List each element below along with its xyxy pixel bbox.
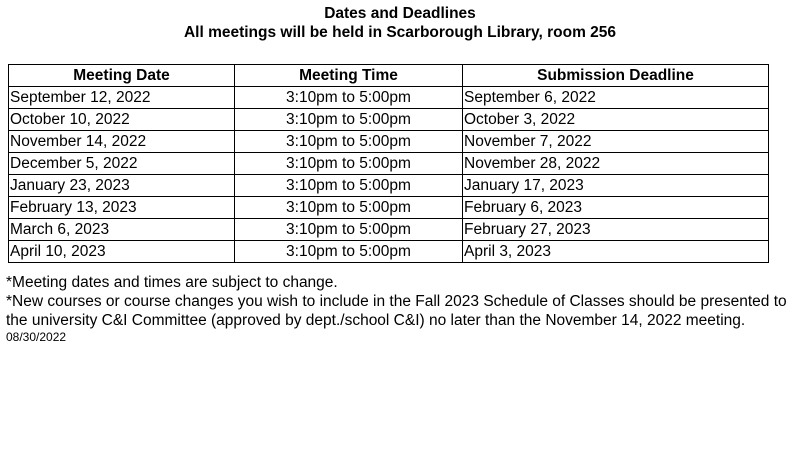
meeting-date-cell: January 23, 2023 [9,175,235,197]
column-header-meeting-time: Meeting Time [235,65,463,87]
revision-date: 08/30/2022 [6,330,67,344]
submission-deadline-cell: November 7, 2022 [463,131,769,153]
submission-deadline-cell: November 28, 2022 [463,153,769,175]
meeting-time-cell: 3:10pm to 5:00pm [235,241,463,263]
column-header-meeting-date: Meeting Date [9,65,235,87]
column-header-submission-deadline: Submission Deadline [463,65,769,87]
note-schedule-change: *Meeting dates and times are subject to change. [6,274,338,291]
submission-deadline-cell: September 6, 2022 [463,87,769,109]
submission-deadline-cell: October 3, 2022 [463,109,769,131]
submission-deadline-cell: February 27, 2023 [463,219,769,241]
note-course-submission: *New courses or course changes you wish to include in the Fall 2023 Schedule of Classes should be presented to the university C&I Committee (approved by dept./school C&I) no later than the November 14, 2022 meeting. [6,293,787,329]
meeting-time-cell: 3:10pm to 5:00pm [235,109,463,131]
meeting-date-cell: March 6, 2023 [9,219,235,241]
table-row [9,219,769,241]
page-subtitle: All meetings will be held in Scarborough Library, room 256 [183,24,617,41]
meeting-time-cell: 3:10pm to 5:00pm [235,131,463,153]
table-row [9,131,769,153]
table-row [9,153,769,175]
submission-deadline-cell: January 17, 2023 [463,175,769,197]
footnotes [6,273,792,344]
table-row [9,109,769,131]
submission-deadline-cell: April 3, 2023 [463,241,769,263]
meeting-date-cell: October 10, 2022 [9,109,235,131]
page-title: Dates and Deadlines [324,5,476,22]
meeting-time-cell: 3:10pm to 5:00pm [235,197,463,219]
meeting-date-cell: February 13, 2023 [9,197,235,219]
meeting-date-cell: December 5, 2022 [9,153,235,175]
table-header-row [9,65,769,87]
meeting-schedule-table [8,64,769,263]
table-row [9,197,769,219]
meeting-date-cell: November 14, 2022 [9,131,235,153]
meeting-time-cell: 3:10pm to 5:00pm [235,175,463,197]
document-header [0,4,800,42]
table-row [9,241,769,263]
meeting-date-cell: September 12, 2022 [9,87,235,109]
meeting-time-cell: 3:10pm to 5:00pm [235,219,463,241]
meeting-date-cell: April 10, 2023 [9,241,235,263]
table-row [9,175,769,197]
meeting-time-cell: 3:10pm to 5:00pm [235,87,463,109]
submission-deadline-cell: February 6, 2023 [463,197,769,219]
table-row [9,87,769,109]
meeting-time-cell: 3:10pm to 5:00pm [235,153,463,175]
